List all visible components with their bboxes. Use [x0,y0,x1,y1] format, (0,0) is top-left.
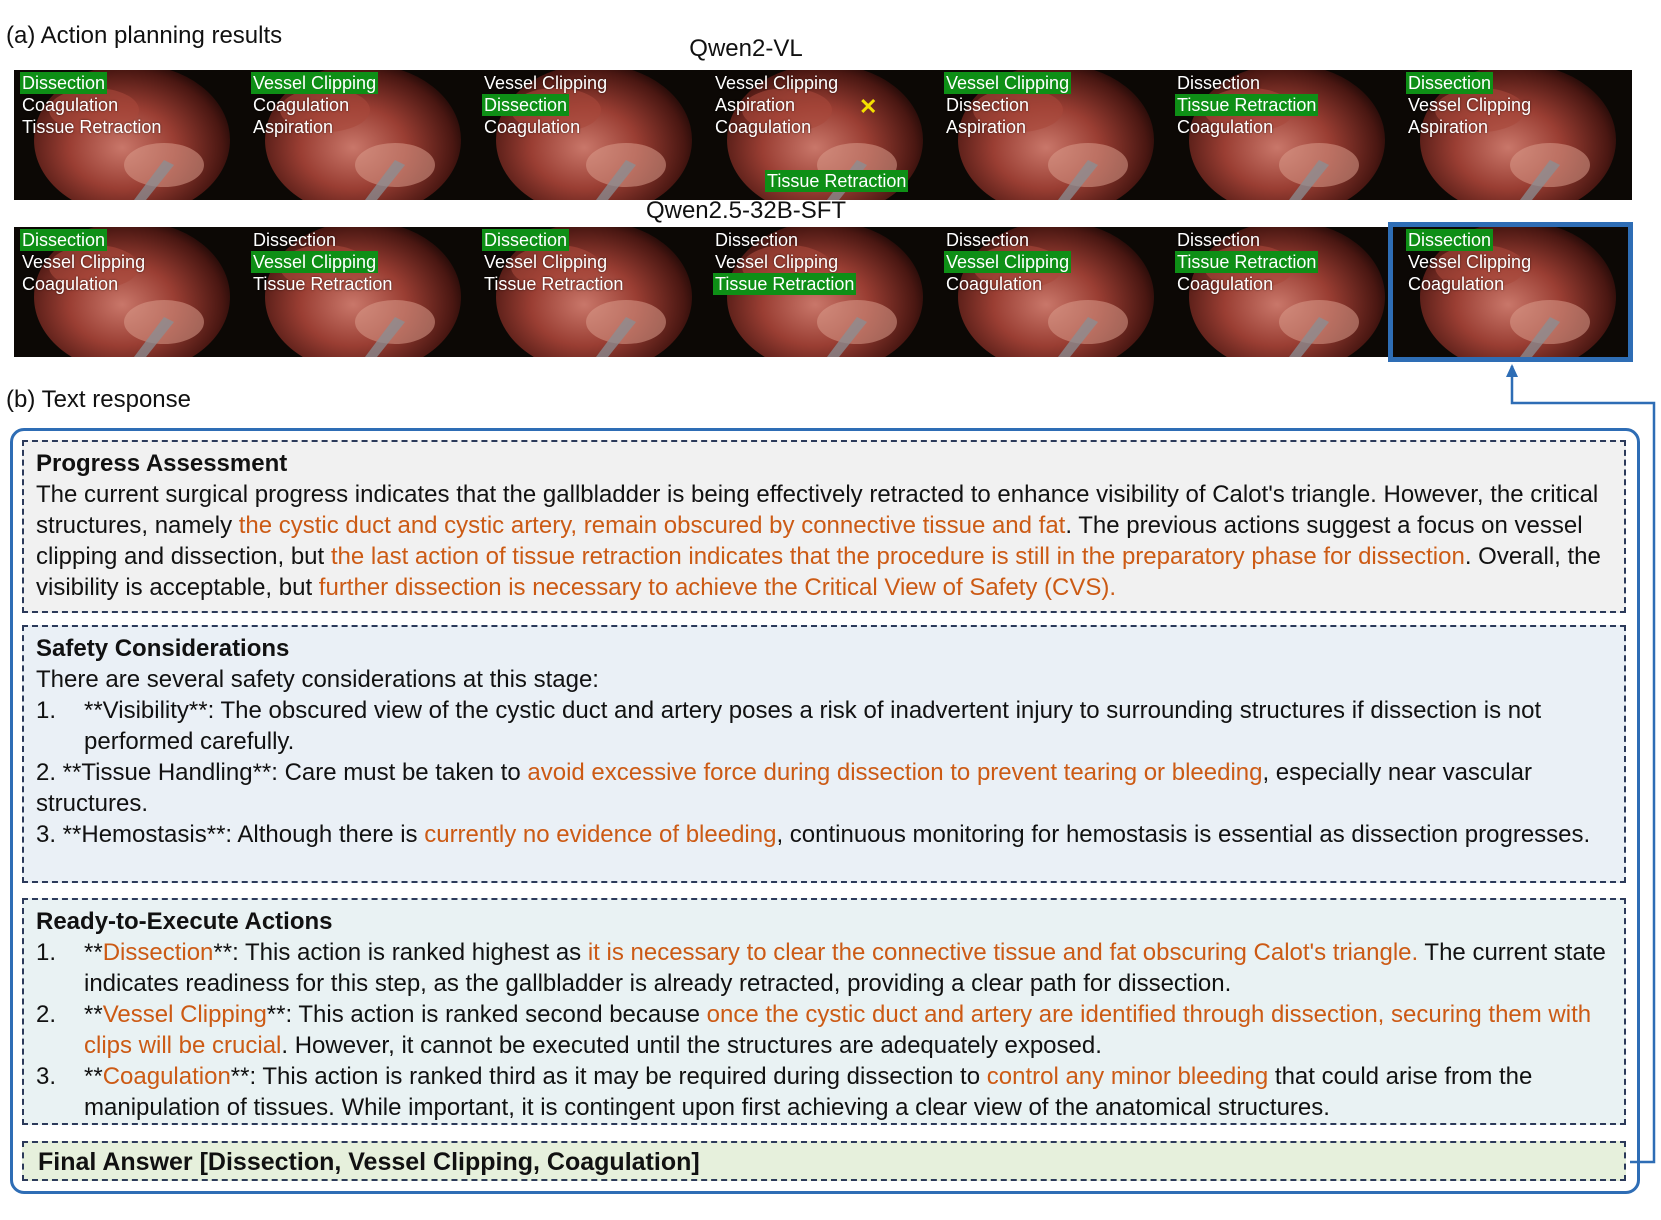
action-label-highlighted: Vessel Clipping [253,73,377,93]
surgical-frame [245,227,477,357]
surgical-frame [1169,227,1401,357]
action-label-highlighted: Tissue Retraction [1177,252,1317,272]
error-x-icon: ✕ [859,94,878,119]
safety-title: Safety Considerations [36,635,290,662]
section-b-title: (b) Text response [6,386,191,413]
action-label-list [1406,72,1533,138]
action-label-highlighted: Dissection [484,95,568,115]
action-label: Vessel Clipping [715,73,839,93]
ready-actions-panel [22,898,1626,1125]
surgical-frame [476,70,708,200]
action-label-list [251,72,378,138]
action-label: Coagulation [22,274,119,294]
action-label-list [944,229,1071,295]
action-label: Coagulation [484,117,581,137]
safety-considerations-panel [22,625,1626,883]
action-label-highlighted: Tissue Retraction [767,171,907,191]
action-label-highlighted: Vessel Clipping [946,73,1070,93]
action-label: Dissection [715,230,799,250]
row1-strip [14,70,1630,200]
action-label: Dissection [1177,230,1261,250]
action-label-highlighted: Dissection [484,230,568,250]
action-label: Aspiration [946,117,1027,137]
action-label: Aspiration [253,117,334,137]
action-label-list [482,229,625,295]
action-label: Coagulation [715,117,812,137]
action-label-highlighted: Dissection [1408,230,1492,250]
ready-title: Ready-to-Execute Actions [36,908,333,935]
action-label: Dissection [253,230,337,250]
action-label-list [20,229,147,295]
action-label-list [1175,229,1318,295]
action-label-highlighted: Vessel Clipping [946,252,1070,272]
action-label-list [482,72,609,138]
action-label: Coagulation [1177,117,1274,137]
ready-item-coagulation: 3. **Coagulation**: This action is ranked third as it may be required during dissection to control any minor bleeding that could arise from the manipulation of tissues. While important, it is contingent upon first achieving a clear view of the anatomical structures. [36,1063,1533,1121]
surgical-frame [14,70,246,200]
surgical-frame [938,70,1170,200]
action-label: Tissue Retraction [22,117,162,137]
action-label-list [713,72,840,138]
action-label-highlighted: Dissection [22,73,106,93]
action-label: Dissection [946,230,1030,250]
action-label: Vessel Clipping [1408,95,1532,115]
safety-intro: There are several safety considerations at this stage: [36,666,599,693]
action-label: Dissection [946,95,1030,115]
action-label: Dissection [1177,73,1261,93]
surgical-frame [938,227,1170,357]
progress-text: The current surgical progress indicates that the gallbladder is being effectively retracted to enhance visibility of Calot's triangle. However, the critical structures, namely the cystic duct and cystic artery, remain obscured by connective tissue and fat. The previous actions suggest a focus on vessel clipping and dissection, but the last action of tissue retraction indicates that the procedure is still in the preparatory phase for dissection. Overall, the visibility is acceptable, but further dissection is necessary to achieve the Critical View of Safety (CVS). [36,481,1601,601]
action-label: Coagulation [1177,274,1274,294]
action-label-list [713,229,856,295]
action-label-highlighted: Tissue Retraction [715,274,855,294]
action-label: Vessel Clipping [715,252,839,272]
action-label: Tissue Retraction [253,274,393,294]
action-label: Tissue Retraction [484,274,624,294]
action-label: Coagulation [22,95,119,115]
surgical-frame [1400,70,1632,200]
surgical-frame [14,227,246,357]
surgical-frame [245,70,477,200]
action-label: Vessel Clipping [22,252,146,272]
action-label: Coagulation [253,95,350,115]
action-label: Coagulation [1408,274,1505,294]
section-a-title: (a) Action planning results [6,22,283,49]
action-label: Aspiration [715,95,796,115]
safety-item-hemostasis: 3. **Hemostasis**: Although there is currently no evidence of bleeding, continuous monitoring for hemostasis is essential as dissection progresses. [36,821,1591,848]
action-label: Vessel Clipping [1408,252,1532,272]
action-label-list [251,229,394,295]
safety-item-visibility: 1. **Visibility**: The obscured view of the cystic duct and artery poses a risk of inadvertent injury to surrounding structures if dissection is not performed carefully. [36,697,1542,755]
action-label-highlighted: Dissection [22,230,106,250]
action-label: Coagulation [946,274,1043,294]
action-label-highlighted: Vessel Clipping [253,252,377,272]
final-answer: Final Answer [Dissection, Vessel Clipping, Coagulation] [22,1141,1626,1181]
row2-title: Qwen2.5-32B-SFT [645,197,847,224]
selected-frame-highlight [1388,222,1633,362]
surgical-frame [707,70,939,200]
action-label: Aspiration [1408,117,1489,137]
progress-title: Progress Assessment [36,450,288,477]
surgical-frame [1169,70,1401,200]
action-label: Vessel Clipping [484,252,608,272]
action-label-highlighted: Tissue Retraction [1177,95,1317,115]
ready-item-dissection: 1. **Dissection**: This action is ranked highest as it is necessary to clear the connective tissue and fat obscuring Calot's triangle. The current state indicates readiness for this step, as the gallbladder is already retracted, providing a clear path for dissection. [36,939,1606,997]
action-label-highlighted: Dissection [1408,73,1492,93]
surgical-frame [476,227,708,357]
row1-title: Qwen2-VL [689,35,803,62]
surgical-frame [707,227,939,357]
action-label: Vessel Clipping [484,73,608,93]
ready-item-vessel-clipping: 2. **Vessel Clipping**: This action is ranked second because once the cystic duct and artery are identified through dissection, securing them with clips will be crucial. However, it cannot be executed until the structures are adequately exposed. [36,1001,1592,1059]
safety-item-tissue-handling: 2. **Tissue Handling**: Care must be taken to avoid excessive force during dissection to prevent tearing or bleeding, especially near vascular structures. [36,759,1532,817]
action-label-list [1175,72,1318,138]
action-label-list [944,72,1071,138]
action-label-list [20,72,163,138]
progress-assessment-panel [22,440,1626,613]
